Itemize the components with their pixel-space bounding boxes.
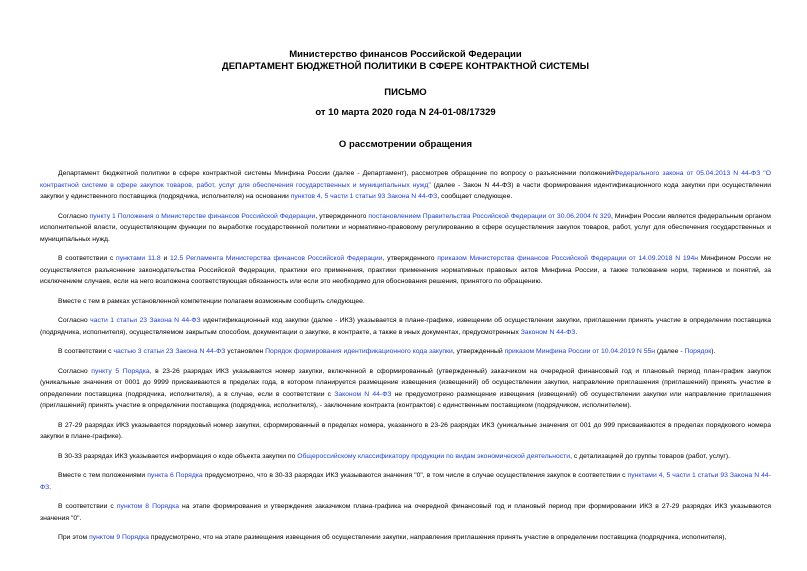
document-link[interactable]: пункта 6 Порядка — [147, 472, 203, 479]
paragraph-text: Согласно — [58, 367, 92, 375]
paragraph-text: Департамент бюджетной политики в сфере контрактной системы Минфина России (далее - Департамент), рассмотрев обращение по вопросу о разъяснении положений — [58, 170, 615, 177]
document-type: ПИСЬМО — [384, 87, 427, 98]
document-link[interactable]: приказом Министерства финансов Российской Федерации от 14.09.2018 N 194н — [437, 255, 698, 262]
document-link[interactable]: Общероссийскому классификатору продукции по видам экономической деятельности — [297, 452, 571, 460]
paragraph — [40, 420, 771, 443]
paragraph — [40, 346, 771, 358]
paragraph — [40, 470, 771, 493]
ministry-name: Министерство финансов Российской Федерации — [289, 49, 522, 60]
document-link[interactable]: Законом N 44-ФЗ — [334, 390, 392, 398]
paragraph-text: Согласно — [58, 317, 91, 324]
department-name: ДЕПАРТАМЕНТ БЮДЖЕТНОЙ ПОЛИТИКИ В СФЕРЕ КОНТРАКТНОЙ СИСТЕМЫ — [221, 61, 590, 72]
paragraph-text: В 27-29 разрядах ИКЗ указывается порядковый номер закупки, сформированный в пределах номера, указанного в 23-26 разрядах ИКЗ (уникальные значения от 001 до 999 присваиваются в пределах порядкового номера закупки в плане-графике). — [40, 421, 771, 440]
paragraph-text: и — [160, 255, 171, 262]
paragraph-text: . — [575, 328, 578, 336]
paragraph-text: на этапе формирования и утверждения заказчиком плана-графика на очередной финансовый год и плановый период при формировании ИКЗ в 27-29 разрядах ИКЗ указываются значения "0". — [40, 503, 771, 522]
document-link[interactable]: Федерального закона от 05.04.2013 N 44-ФЗ "О контрактной системе в сфере закупок товаров, работ, услуг для обеспечения государственных и муниципальных нужд" — [40, 170, 771, 189]
paragraph — [40, 501, 771, 524]
paragraph — [40, 366, 771, 412]
paragraph-text: предусмотрено, что на этапе размещения извещения об осуществлении закупки, направления приглашения принять участие в определении поставщика (подрядчика, исполнителя), — [148, 534, 727, 541]
paragraph-text: В соответствии с — [58, 348, 114, 355]
document-link[interactable]: пунктом 8 Порядка — [116, 503, 179, 510]
paragraph-text: идентификационный код закупки (далее - ИКЗ) указывается в плане-графике, извещении об осуществлении закупки, приглашении принять участие в определении поставщика (подрядчика, исполнителя), осуществляемом закрытым способом, документации о закупке, в контракте, а также в иных документах, предусмотренных — [40, 317, 771, 336]
paragraph-text: (далее - Закон N 44-ФЗ) в части формирования идентификационного кода закупки при осуществлении закупки у единственного поставщика (подрядчика, исполнителя) на основании — [40, 181, 771, 200]
document-link[interactable]: приказом Минфина России от 10.04.2019 N 55н — [504, 348, 656, 355]
paragraph — [40, 253, 771, 288]
document-link[interactable]: части 1 статьи 23 Закона N 44-ФЗ — [90, 317, 201, 324]
document-link[interactable]: постановлением Правительства Российской Федерации от 30.06.2004 N 329 — [368, 212, 612, 220]
paragraph-text: Вместе с тем в рамках установленной компетенции полагаем возможным сообщить следующее. — [58, 297, 365, 305]
document-link[interactable]: Законом N 44-ФЗ — [520, 328, 576, 336]
document-link[interactable]: пункту 1 Положения о Министерстве финансов Российской Федерации — [89, 212, 316, 220]
paragraph-text: установлен — [225, 348, 266, 355]
paragraph-text: В соответствии с — [58, 503, 117, 510]
paragraph-text: , с детализацией до группы товаров (работ, услуг). — [570, 452, 731, 460]
paragraph-text: , утвержденного — [315, 212, 369, 220]
document-link[interactable]: Порядок формирования идентификационного кода закупки — [265, 348, 453, 355]
paragraph-text: ). — [711, 348, 716, 355]
paragraph — [40, 211, 771, 246]
paragraph-text: В соответствии с — [58, 255, 117, 262]
paragraph-text: , в 23-26 разрядах ИКЗ указывается номер закупки, включенной в сформированный (утвержденный) заказчиком на очередной финансовый год и плановый период план-график закупок (уникальные значения от 0001 до 9999 присваиваются в пределах года, в котором планируется размещение извещения (извещений) об осуществлении закупки, направление приглашения (приглашений) принять участие в определении поставщика (подрядчика, исполнителя), а в случае, если в соответствии с — [40, 367, 771, 398]
document-link[interactable]: пунктов 4, 5 части 1 статьи 93 Закона N 44-ФЗ — [290, 193, 438, 200]
paragraph-text: , утвержденного — [382, 255, 438, 262]
document-body — [40, 168, 771, 544]
paragraph-text: предусмотрено, что в 30-33 разрядах ИКЗ указываются значения "0", в том числе в случае осуществления закупок в соответствии с — [202, 472, 628, 479]
paragraph-text: Вместе с тем положениями — [58, 472, 148, 479]
paragraph-text: не предусмотрено размещение извещения (извещений) об осуществлении закупки или направление приглашения (приглашений) принять участие в определении поставщика (подрядчика, исполнителя), - заключение контракта (контрактов) с единственным поставщиком (подрядчиком, исполнителем). — [40, 390, 771, 409]
paragraph — [40, 168, 771, 203]
document-date-number: от 10 марта 2020 года N 24-01-08/17329 — [315, 107, 496, 118]
document-link[interactable]: пунктами 11.8 — [116, 255, 161, 262]
paragraph — [40, 315, 771, 338]
paragraph-text: , сообщает следующее. — [437, 193, 513, 200]
paragraph — [40, 296, 771, 308]
paragraph-text: Минфином России не осуществляется разъяснение законодательства Российской Федерации, практики его применения, практики применения нормативных правовых актов Минфина России, а также толкование норм, терминов и понятий, за исключением случаев, если на него возложена соответствующая обязанность или если это необходимо для обоснования решения, принятого по обращению. — [40, 255, 772, 285]
paragraph-text: В 30-33 разрядах ИКЗ указывается информация о коде объекта закупки по — [58, 452, 298, 460]
paragraph-text: , Минфин России является федеральным органом исполнительной власти, осуществляющим функции по выработке государственной политики и нормативно-правовому регулированию в сфере осуществления закупок товаров, работ, услуг для обеспечения государственных и муниципальных нужд. — [40, 212, 771, 243]
document-link[interactable]: частью 3 статьи 23 Закона N 44-ФЗ — [113, 348, 226, 355]
document-link[interactable]: пунктами 4, 5 части 1 статьи 93 Закона N 44-ФЗ — [40, 472, 771, 491]
paragraph-text: При этом — [58, 534, 90, 541]
paragraph-text: Согласно — [58, 212, 90, 220]
paragraph-text: . — [49, 483, 52, 491]
document-link[interactable]: пунктом 9 Порядка — [89, 534, 149, 541]
paragraph — [40, 451, 771, 463]
document-link[interactable]: Порядок — [684, 348, 712, 355]
document-link[interactable]: пункту 5 Порядка — [91, 367, 150, 375]
document-subject: О рассмотрении обращения — [338, 139, 473, 150]
paragraph-text: , утвержденный — [452, 348, 505, 355]
paragraph — [40, 532, 771, 544]
document-link[interactable]: 12.5 Регламента Министерства финансов Российской Федерации — [170, 255, 383, 262]
document-header — [40, 0, 771, 73]
paragraph-text: (далее - — [655, 348, 685, 355]
